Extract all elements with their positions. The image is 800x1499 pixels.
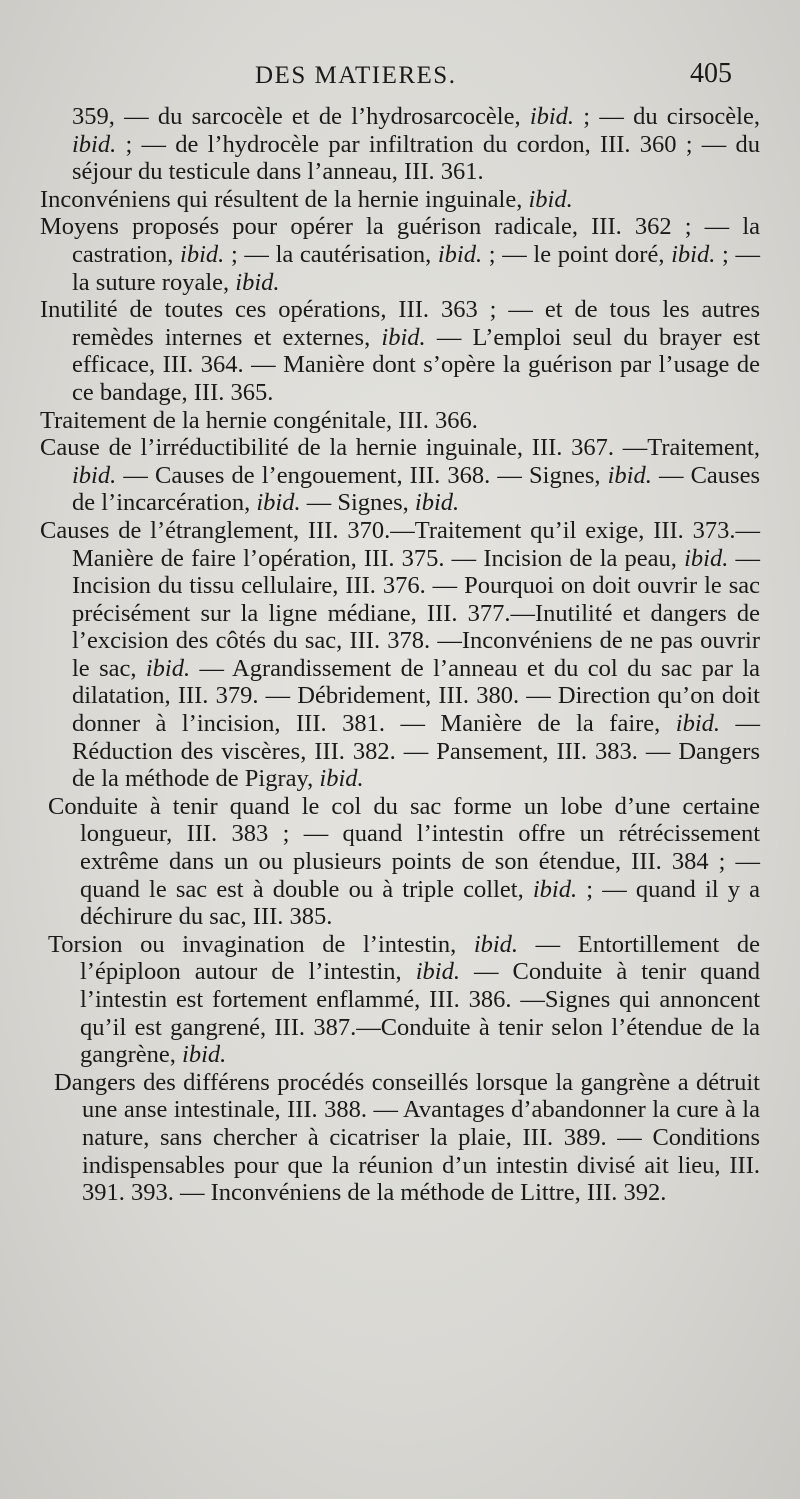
index-entry: Moyens proposés pour opérer la guérison radicale, III. 362 ; — la castration, ibid. ; — la cautérisation, ibid. ; — le point doré, ibid. ; — la suture royale, ibid. bbox=[40, 213, 760, 296]
index-entry: Inconvéniens qui résultent de la hernie inguinale, ibid. bbox=[40, 185, 573, 213]
index-entry: 359, — du sarcocèle et de l’hydrosarcocèle, ibid. ; — du cirsocèle, ibid. ; — de l’hydrocèle par infiltration du cordon, III. 360 ; — du séjour du testicule dans l’anneau, III. 361. bbox=[72, 103, 760, 186]
page-number: 405 bbox=[690, 58, 732, 89]
index-entry: Torsion ou invagination de l’intestin, ibid. — Entortillement de l’épiploon autour de l’intestin, ibid. — Conduite à tenir quand l’intestin est fortement enflammé, III. 386. —Signes qui annoncent qu’il est gangrené, III. 387.—Conduite à tenir selon l’étendue de la gangrène, ibid. bbox=[48, 930, 760, 1069]
index-entry: Cause de l’irréductibilité de la hernie inguinale, III. 367. —Traitement, ibid. — Causes de l’engouement, III. 368. — Signes, ibid. — Causes de l’incarcération, ibid. — Signes, ibid. bbox=[40, 434, 760, 517]
page-header bbox=[0, 58, 800, 98]
index-entry: Dangers des différens procédés conseillés lorsque la gangrène a détruit une anse intestinale, III. 388. — Avantages d’abandonner la cure à la nature, sans chercher à cicatriser la plaie, III. 389. — Conditions indispensables pour que la réunion d’un intestin divisé ait lieu, III. 391. 393. — Inconvéniens de la méthode de Littre, III. 392. bbox=[54, 1068, 760, 1207]
running-title: DES MATIERES. bbox=[255, 62, 457, 89]
index-entries bbox=[40, 103, 760, 1207]
index-entry: Traitement de la hernie congénitale, III. 366. bbox=[40, 406, 478, 434]
index-entry: Causes de l’étranglement, III. 370.—Traitement qu’il exige, III. 373.—Manière de faire l’opération, III. 375. — Incision de la peau, ibid. — Incision du tissu cellulaire, III. 376. — Pourquoi on doit ouvrir le sac précisément sur la ligne médiane, III. 377.—Inutilité et dangers de l’excision des côtés du sac, III. 378. —Inconvéniens de ne pas ouvrir le sac, ibid. — Agrandissement de l’anneau et du col du sac par la dilatation, III. 379. — Débridement, III. 380. — Direction qu’on doit donner à l’incision, III. 381. — Manière de la faire, ibid. — Réduction des viscères, III. 382. — Pansement, III. 383. — Dangers de la méthode de Pigray, ibid. bbox=[40, 516, 761, 793]
index-entry: Inutilité de toutes ces opérations, III. 363 ; — et de tous les autres remèdes internes et externes, ibid. — L’emploi seul du brayer est efficace, III. 364. — Manière dont s’opère la guérison par l’usage de ce bandage, III. 365. bbox=[40, 296, 761, 406]
index-entry: Conduite à tenir quand le col du sac forme un lobe d’une certaine longueur, III. 383 ; — quand l’intestin offre un rétrécissement extrême dans un ou plusieurs points de son étendue, III. 384 ; — quand le sac est à double ou à triple collet, ibid. ; — quand il y a déchirure du sac, III. 385. bbox=[48, 792, 761, 931]
